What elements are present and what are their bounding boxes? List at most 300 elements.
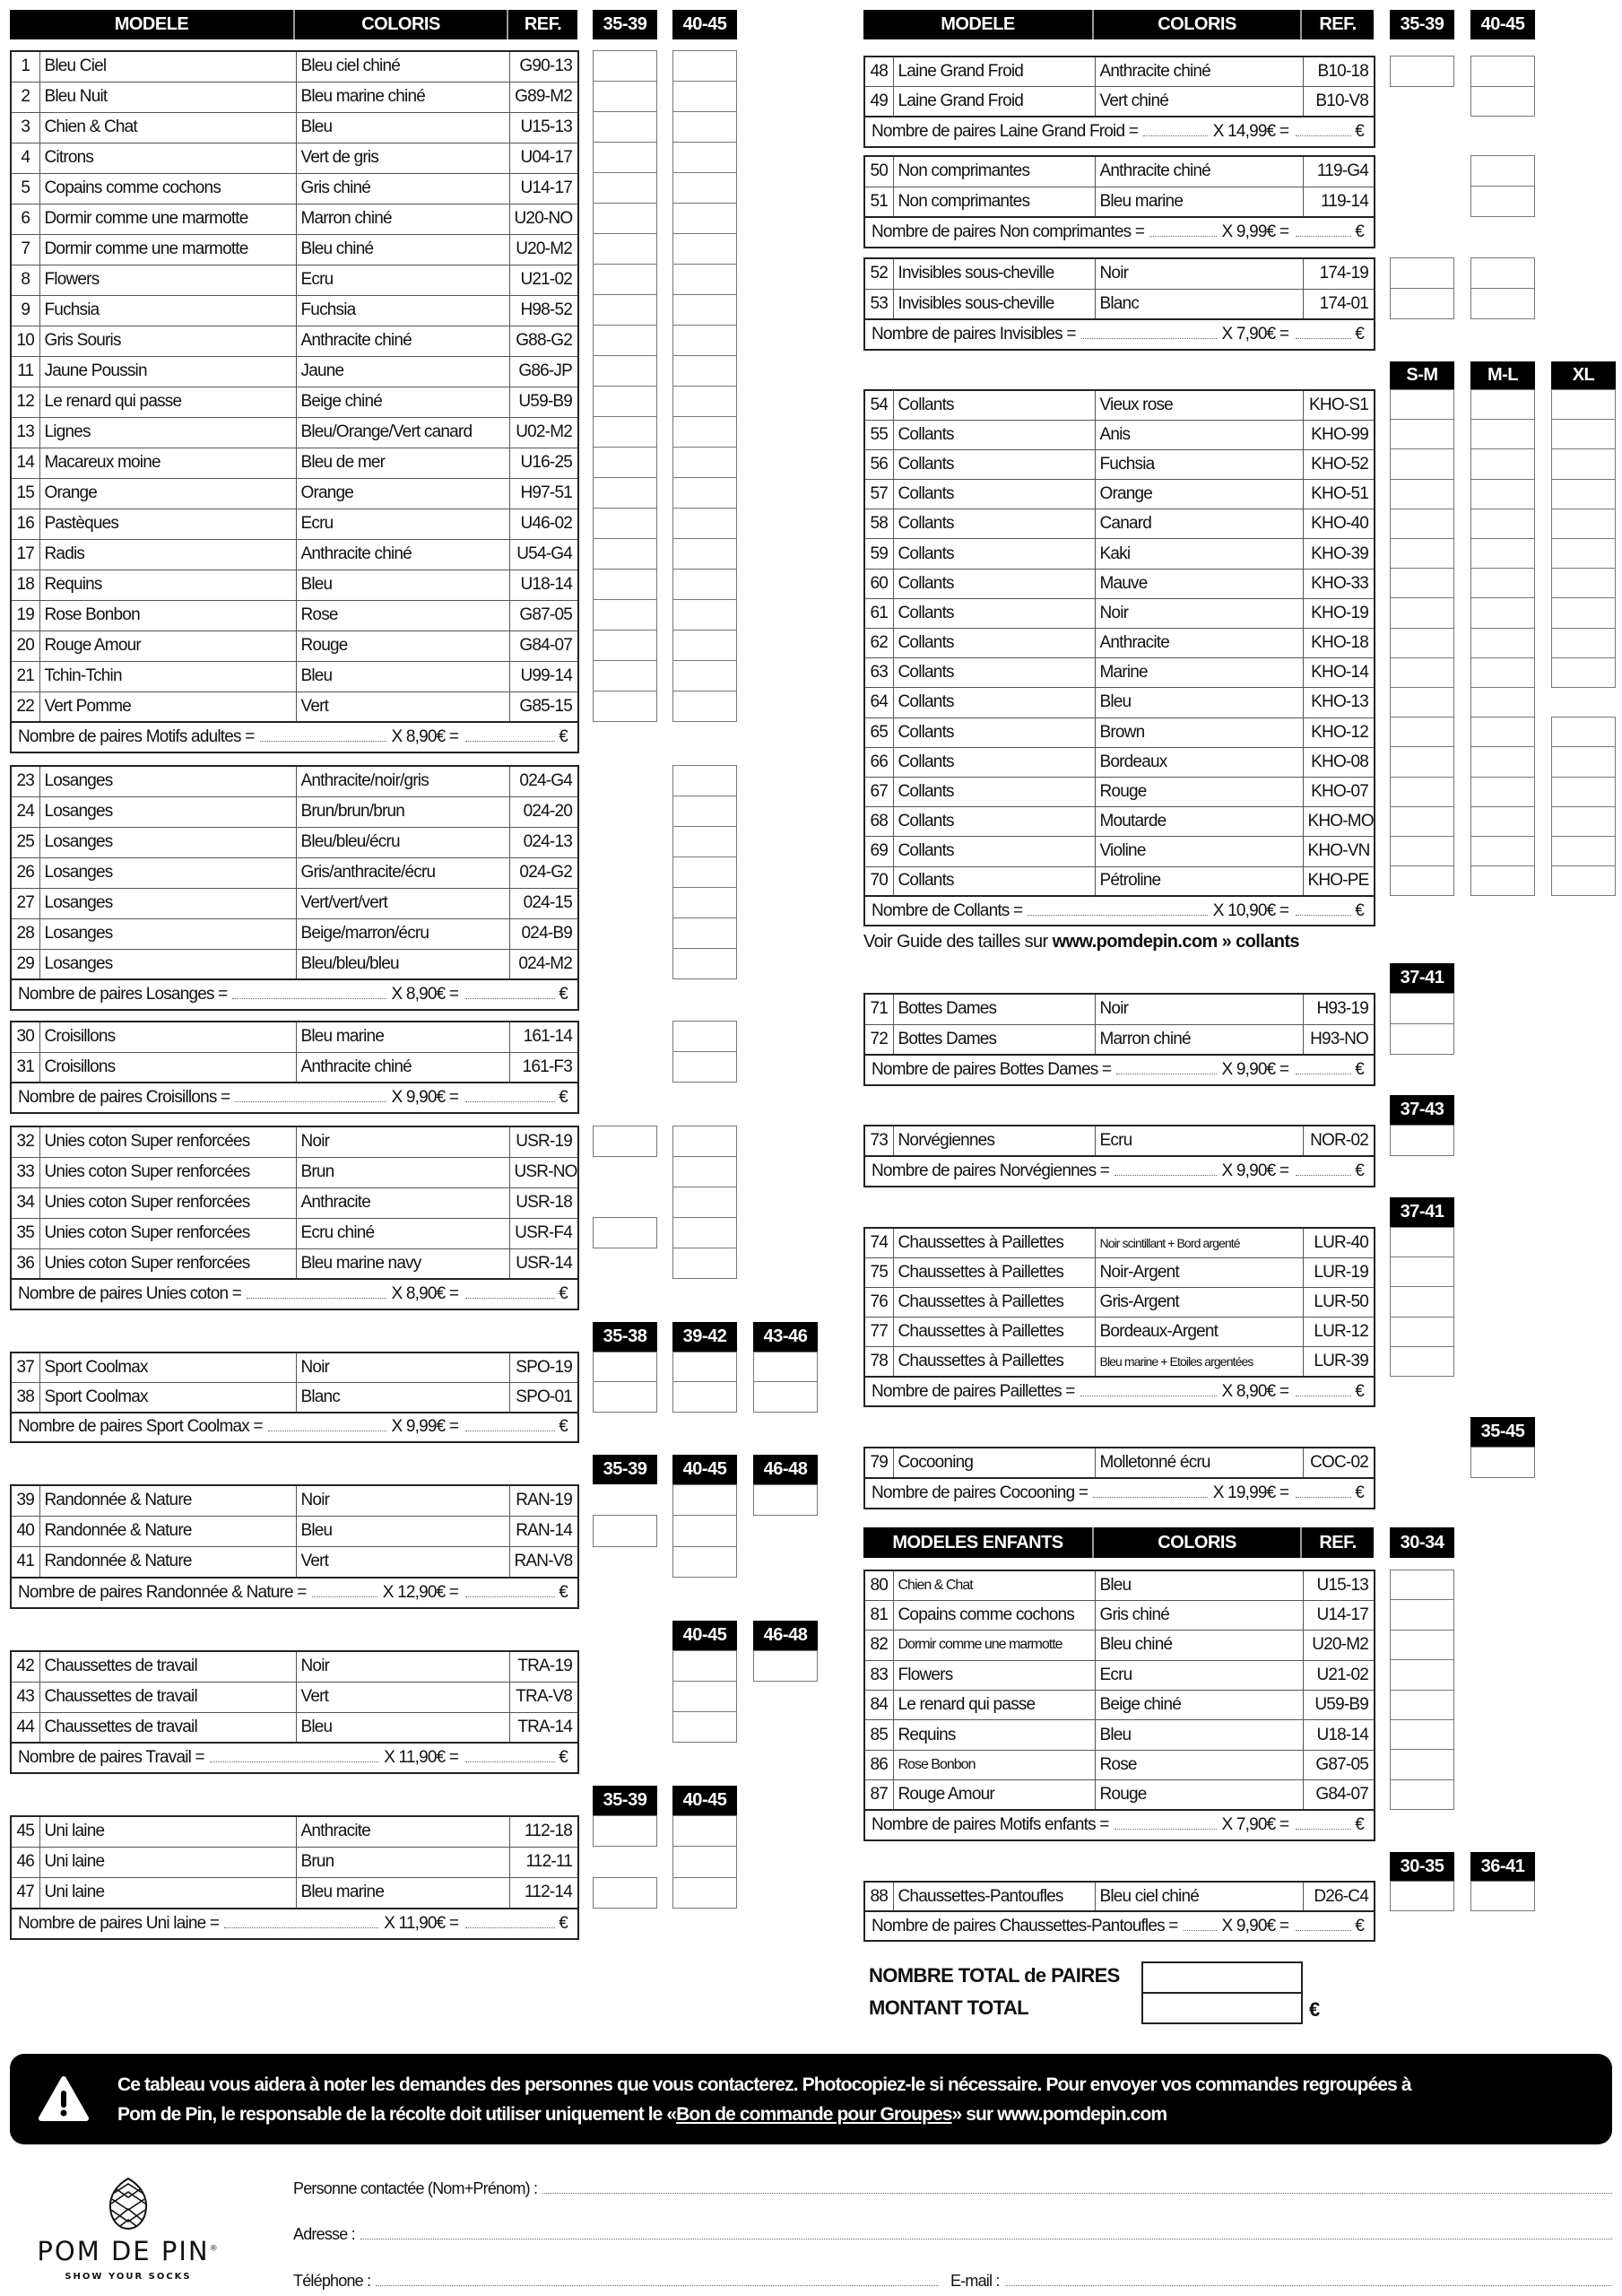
quantity-box[interactable] <box>672 948 737 979</box>
item-color: Noir <box>296 1126 509 1157</box>
table-row <box>864 1024 1375 1055</box>
item-number: 55 <box>864 420 893 449</box>
quantity-box[interactable] <box>672 386 737 417</box>
quantity-box[interactable] <box>1470 597 1535 628</box>
quantity-box[interactable] <box>672 660 737 691</box>
quantity-box[interactable] <box>1470 186 1535 217</box>
summary-price: X 8,90€ = <box>391 1284 459 1303</box>
item-color: Noir <box>296 1485 509 1516</box>
quantity-box[interactable] <box>1390 568 1454 598</box>
quantity-box[interactable] <box>1470 717 1535 747</box>
quantity-box[interactable] <box>1470 746 1535 777</box>
quantity-box[interactable] <box>593 416 657 448</box>
pairs-count-field[interactable] <box>1149 235 1216 237</box>
item-number: 81 <box>864 1600 893 1630</box>
quantity-box[interactable] <box>593 599 657 631</box>
item-model: Laine Grand Froid <box>893 57 1095 87</box>
quantity-box[interactable] <box>593 477 657 509</box>
item-color: Vert de gris <box>296 143 509 173</box>
item-model: Croisillons <box>39 1022 296 1052</box>
pairs-count-field[interactable] <box>312 1596 377 1597</box>
quantity-box[interactable] <box>1390 657 1454 688</box>
quantity-box[interactable] <box>1551 628 1616 658</box>
quantity-box[interactable] <box>593 1877 657 1909</box>
size-header-right-40-45: 40-45 <box>1470 10 1535 39</box>
summary-label: Nombre de paires Norvégiennes = <box>872 1161 1110 1180</box>
quantity-box[interactable] <box>1470 806 1535 837</box>
table-row <box>11 1126 578 1157</box>
contact-person-line[interactable] <box>542 2193 1612 2194</box>
quantity-box[interactable] <box>1390 1570 1454 1600</box>
pairs-count-field[interactable] <box>1093 1496 1208 1498</box>
quantity-box[interactable] <box>593 386 657 417</box>
quantity-box[interactable] <box>1390 806 1454 837</box>
quantity-box[interactable] <box>1390 1779 1454 1810</box>
header-ref: REF. <box>524 14 562 34</box>
item-color: Brown <box>1095 718 1303 747</box>
quantity-box[interactable] <box>1390 597 1454 628</box>
size-header: 43-46 <box>753 1322 818 1352</box>
summary-line <box>872 1060 1369 1080</box>
item-number: 86 <box>864 1750 893 1779</box>
quantity-box[interactable] <box>672 630 737 661</box>
item-number: 27 <box>11 888 39 918</box>
pairs-count-field[interactable] <box>1115 1174 1216 1176</box>
quantity-box[interactable] <box>1390 1690 1454 1720</box>
amount-field[interactable] <box>465 1100 555 1102</box>
item-color: Gris/anthracite/écru <box>296 857 509 888</box>
amount-field[interactable] <box>1296 914 1351 916</box>
quantity-box[interactable] <box>1390 1227 1454 1257</box>
quantity-box[interactable] <box>672 1815 737 1847</box>
quantity-box[interactable] <box>672 1711 737 1743</box>
quantity-box[interactable] <box>672 508 737 539</box>
summary-line <box>872 122 1369 142</box>
quantity-box[interactable] <box>672 1877 737 1909</box>
quantity-box[interactable] <box>1551 509 1616 539</box>
quantity-box[interactable] <box>1390 1317 1454 1347</box>
quantity-box[interactable] <box>593 1815 657 1847</box>
quantity-box[interactable] <box>1551 717 1616 747</box>
item-number: 7 <box>11 234 39 265</box>
size-header: 40-45 <box>672 1786 737 1815</box>
item-number: 34 <box>11 1187 39 1218</box>
quantity-box[interactable] <box>672 233 737 265</box>
quantity-box[interactable] <box>1470 1881 1535 1911</box>
quantity-box[interactable] <box>593 660 657 691</box>
item-ref: U20-M2 <box>1303 1631 1375 1660</box>
quantity-box[interactable] <box>672 1126 737 1157</box>
item-model: Rose Bonbon <box>893 1750 1095 1779</box>
quantity-box[interactable] <box>593 50 657 82</box>
quantity-box[interactable] <box>593 264 657 295</box>
quantity-box[interactable] <box>593 1381 657 1412</box>
item-color: Fuchsia <box>1095 449 1303 479</box>
amount-field[interactable] <box>1296 1073 1351 1074</box>
item-number: 38 <box>11 1382 39 1412</box>
quantity-box[interactable] <box>1390 56 1454 87</box>
quantity-box[interactable] <box>593 111 657 143</box>
item-model: Non comprimantes <box>893 187 1095 217</box>
item-model: Uni laine <box>39 1878 296 1909</box>
quantity-box[interactable] <box>672 447 737 478</box>
phone-line[interactable] <box>376 2285 939 2286</box>
quantity-box[interactable] <box>1551 806 1616 837</box>
quantity-box[interactable] <box>1390 717 1454 747</box>
amount-field[interactable] <box>465 1297 555 1299</box>
item-number: 1 <box>11 51 39 82</box>
summary-line <box>18 1914 573 1934</box>
pairs-count-field[interactable] <box>232 997 386 999</box>
quantity-box[interactable] <box>1551 568 1616 598</box>
quantity-box[interactable] <box>672 1515 737 1546</box>
amount-field[interactable] <box>1296 1929 1351 1931</box>
item-color: Anis <box>1095 420 1303 449</box>
order-form-link[interactable]: Bon de commande pour Groupes <box>676 2103 952 2125</box>
quantity-box[interactable] <box>1470 628 1535 658</box>
quantity-box[interactable] <box>593 233 657 265</box>
quantity-box[interactable] <box>1470 288 1535 319</box>
quantity-box[interactable] <box>672 477 737 509</box>
item-model: Bleu Nuit <box>39 82 296 112</box>
item-color: Bleu marine <box>296 1022 509 1052</box>
item-model: Sport Coolmax <box>39 1352 296 1382</box>
quantity-box[interactable] <box>593 447 657 478</box>
contact-person-field[interactable] <box>293 2173 1612 2198</box>
quantity-box[interactable] <box>1390 288 1454 319</box>
section-summary <box>864 1911 1375 1941</box>
quantity-box[interactable] <box>1390 509 1454 539</box>
quantity-box[interactable] <box>672 1217 737 1248</box>
quantity-box[interactable] <box>1390 777 1454 807</box>
right-column-header <box>863 10 1374 39</box>
section-table-laine-grand-froid <box>863 56 1375 148</box>
quantity-box[interactable] <box>1470 865 1535 896</box>
amount-field[interactable] <box>465 1761 555 1762</box>
quantity-box[interactable] <box>1390 628 1454 658</box>
item-ref: B10-V8 <box>1303 87 1375 117</box>
table-row <box>864 1287 1375 1317</box>
item-model: Randonnée & Nature <box>39 1547 296 1578</box>
quantity-box[interactable] <box>1390 746 1454 777</box>
quantity-box[interactable] <box>1551 479 1616 509</box>
size-header: 36-41 <box>1470 1852 1535 1881</box>
quantity-box[interactable] <box>1470 836 1535 866</box>
table-row <box>11 1682 578 1712</box>
pairs-count-field[interactable] <box>260 740 386 742</box>
quantity-box[interactable] <box>1470 509 1535 539</box>
quantity-box[interactable] <box>672 172 737 204</box>
amount-field[interactable] <box>1296 1395 1351 1396</box>
quantity-box[interactable] <box>593 355 657 387</box>
quantity-box[interactable] <box>672 857 737 888</box>
quantity-box[interactable] <box>1390 479 1454 509</box>
quantity-box[interactable] <box>1390 1630 1454 1660</box>
table-row <box>864 777 1375 806</box>
quantity-box[interactable] <box>1470 687 1535 718</box>
quantity-box[interactable] <box>1390 1257 1454 1287</box>
item-model: Flowers <box>893 1660 1095 1690</box>
summary-currency: € <box>559 727 568 746</box>
quantity-box[interactable] <box>1470 1447 1535 1478</box>
quantity-box[interactable] <box>753 1484 818 1516</box>
item-color: Anthracite chiné <box>296 539 509 570</box>
item-color: Blanc <box>1095 289 1303 319</box>
quantity-box[interactable] <box>1470 419 1535 449</box>
phone-field[interactable] <box>293 2266 939 2291</box>
item-ref: G85-15 <box>509 691 578 722</box>
quantity-box[interactable] <box>672 599 737 631</box>
item-model: Invisibles sous-cheville <box>893 289 1095 319</box>
amount-field[interactable] <box>465 1926 555 1928</box>
quantity-box[interactable] <box>1390 1719 1454 1750</box>
pairs-count-field[interactable] <box>268 1430 386 1431</box>
item-color: Bleu/bleu/bleu <box>296 949 509 979</box>
item-ref: 024-M2 <box>509 949 578 979</box>
section-summary <box>11 1578 578 1608</box>
item-ref: U02-M2 <box>509 417 578 448</box>
quantity-box[interactable] <box>672 1484 737 1516</box>
section-summary-row <box>864 1911 1375 1941</box>
quantity-box[interactable] <box>1390 1881 1454 1911</box>
quantity-box[interactable] <box>1470 257 1535 289</box>
quantity-box[interactable] <box>672 826 737 857</box>
quantity-box[interactable] <box>672 1352 737 1382</box>
item-ref: U18-14 <box>509 570 578 600</box>
item-ref: 119-G4 <box>1303 156 1375 187</box>
pairs-count-field[interactable] <box>247 1297 386 1299</box>
quantity-box[interactable] <box>593 142 657 173</box>
size-guide-link[interactable]: www.pomdepin.com » collants <box>1052 932 1299 952</box>
quantity-box[interactable] <box>672 294 737 326</box>
quantity-box[interactable] <box>672 355 737 387</box>
quantity-box[interactable] <box>672 1021 737 1052</box>
quantity-box[interactable] <box>1470 389 1535 420</box>
quantity-box[interactable] <box>1551 448 1616 479</box>
quantity-box[interactable] <box>593 203 657 234</box>
quantity-box[interactable] <box>672 765 737 796</box>
pairs-count-field[interactable] <box>1115 1828 1217 1830</box>
total-pairs-input[interactable] <box>1141 1961 1303 1994</box>
table-row <box>11 173 578 204</box>
section-summary <box>864 1377 1375 1406</box>
pairs-count-field[interactable] <box>1143 135 1208 136</box>
table-row <box>11 356 578 387</box>
quantity-box[interactable] <box>593 1515 657 1546</box>
quantity-box[interactable] <box>1551 597 1616 628</box>
item-ref: 112-18 <box>509 1816 578 1847</box>
quantity-box[interactable] <box>1470 777 1535 807</box>
quantity-box[interactable] <box>672 111 737 143</box>
pairs-count-field[interactable] <box>1116 1073 1216 1074</box>
item-model: Gris Souris <box>39 326 296 356</box>
amount-field[interactable] <box>465 740 555 742</box>
amount-field[interactable] <box>1296 337 1351 339</box>
quantity-box[interactable] <box>1470 56 1535 87</box>
pairs-count-field[interactable] <box>1080 1395 1217 1396</box>
quantity-box[interactable] <box>1390 1286 1454 1317</box>
amount-field[interactable] <box>1296 1828 1351 1830</box>
quantity-box[interactable] <box>1390 1125 1454 1156</box>
pairs-count-field[interactable] <box>210 1761 378 1762</box>
quantity-box[interactable] <box>672 569 737 600</box>
table-row <box>11 387 578 417</box>
section-table-croisillons <box>10 1021 579 1114</box>
quantity-box[interactable] <box>1390 389 1454 420</box>
amount-field[interactable] <box>1296 1174 1351 1176</box>
quantity-box[interactable] <box>1390 419 1454 449</box>
quantity-box[interactable] <box>1390 687 1454 718</box>
amount-field[interactable] <box>1296 235 1351 237</box>
total-amount-input[interactable] <box>1141 1992 1303 2024</box>
item-color: Orange <box>1095 480 1303 509</box>
item-number: 54 <box>864 390 893 420</box>
quantity-box[interactable] <box>1390 257 1454 289</box>
quantity-box[interactable] <box>1470 479 1535 509</box>
quantity-box[interactable] <box>753 1650 818 1682</box>
item-number: 58 <box>864 509 893 539</box>
quantity-box[interactable] <box>672 1187 737 1218</box>
quantity-box[interactable] <box>1390 993 1454 1024</box>
address-field[interactable] <box>293 2219 1612 2244</box>
quantity-box[interactable] <box>1390 1346 1454 1377</box>
amount-field[interactable] <box>1296 1496 1351 1498</box>
quantity-box[interactable] <box>672 1051 737 1083</box>
quantity-box[interactable] <box>672 796 737 827</box>
summary-price: X 14,99€ = <box>1212 121 1289 141</box>
quantity-box[interactable] <box>593 1126 657 1157</box>
summary-currency: € <box>1355 1916 1364 1935</box>
quantity-box[interactable] <box>672 142 737 173</box>
quantity-box[interactable] <box>593 294 657 326</box>
quantity-box[interactable] <box>672 1156 737 1187</box>
item-ref: 024-G4 <box>509 766 578 796</box>
quantity-box[interactable] <box>593 1217 657 1248</box>
amount-field[interactable] <box>465 997 555 999</box>
pairs-count-field[interactable] <box>235 1100 386 1102</box>
quantity-box[interactable] <box>1390 538 1454 569</box>
quantity-box[interactable] <box>672 81 737 112</box>
quantity-box[interactable] <box>672 264 737 295</box>
quantity-box[interactable] <box>1470 657 1535 688</box>
size-header: 30-35 <box>1390 1852 1454 1881</box>
quantity-box[interactable] <box>672 691 737 722</box>
quantity-box[interactable] <box>1551 657 1616 688</box>
summary-line <box>18 1583 573 1603</box>
email-field[interactable] <box>950 2266 1612 2291</box>
summary-line <box>872 1917 1369 1936</box>
quantity-box[interactable] <box>593 630 657 661</box>
summary-price: X 11,90€ = <box>384 1914 459 1934</box>
quantity-box[interactable] <box>1390 865 1454 896</box>
quantity-box[interactable] <box>1390 1023 1454 1055</box>
quantity-box[interactable] <box>1390 1659 1454 1690</box>
pairs-count-field[interactable] <box>1081 337 1217 339</box>
size-header: 35-39 <box>593 1455 657 1484</box>
quantity-box[interactable] <box>672 887 737 918</box>
quantity-box[interactable] <box>1470 538 1535 569</box>
quantity-box[interactable] <box>593 172 657 204</box>
quantity-box[interactable] <box>672 538 737 570</box>
summary-price: X 9,90€ = <box>1221 1161 1289 1180</box>
quantity-box[interactable] <box>1470 86 1535 117</box>
summary-line <box>872 325 1369 344</box>
quantity-box[interactable] <box>1390 448 1454 479</box>
quantity-box[interactable] <box>672 325 737 356</box>
quantity-box[interactable] <box>1551 538 1616 569</box>
quantity-box[interactable] <box>1470 448 1535 479</box>
quantity-box[interactable] <box>672 203 737 234</box>
item-ref: LUR-50 <box>1303 1287 1375 1317</box>
item-color: Bordeaux-Argent <box>1095 1318 1303 1347</box>
quantity-box[interactable] <box>1551 746 1616 777</box>
quantity-box[interactable] <box>1390 836 1454 866</box>
quantity-box[interactable] <box>672 1846 737 1877</box>
quantity-box[interactable] <box>753 1352 818 1382</box>
quantity-box[interactable] <box>672 1650 737 1682</box>
section-summary-row <box>11 1909 578 1939</box>
item-model: Chaussettes-Pantoufles <box>893 1882 1095 1911</box>
item-color: Bleu de mer <box>296 448 509 478</box>
quantity-box[interactable] <box>1551 389 1616 420</box>
quantity-box[interactable] <box>1390 1599 1454 1630</box>
quantity-box[interactable] <box>1551 419 1616 449</box>
pairs-count-field[interactable] <box>1028 914 1207 916</box>
email-line[interactable] <box>1005 2285 1612 2286</box>
amount-field[interactable] <box>465 1596 555 1597</box>
quantity-box[interactable] <box>1551 865 1616 896</box>
quantity-box[interactable] <box>672 1681 737 1712</box>
quantity-box[interactable] <box>672 1546 737 1578</box>
item-model: Collants <box>893 420 1095 449</box>
quantity-box[interactable] <box>593 325 657 356</box>
table-row <box>11 234 578 265</box>
quantity-box[interactable] <box>593 1352 657 1382</box>
quantity-box[interactable] <box>672 50 737 82</box>
quantity-box[interactable] <box>1551 836 1616 866</box>
item-number: 84 <box>864 1691 893 1720</box>
quantity-box[interactable] <box>593 508 657 539</box>
item-model: Losanges <box>39 766 296 796</box>
quantity-box[interactable] <box>672 1248 737 1279</box>
table-row <box>864 629 1375 658</box>
quantity-box[interactable] <box>672 918 737 949</box>
summary-price: X 9,90€ = <box>1221 1916 1289 1935</box>
quantity-box[interactable] <box>1390 1749 1454 1779</box>
quantity-box[interactable] <box>672 416 737 448</box>
pairs-count-field[interactable] <box>1184 1929 1217 1931</box>
quantity-box[interactable] <box>1470 568 1535 598</box>
summary-label: Nombre de paires Losanges = <box>18 985 228 1004</box>
item-model: Losanges <box>39 918 296 949</box>
quantity-box[interactable] <box>593 569 657 600</box>
quantity-box[interactable] <box>593 81 657 112</box>
quantity-box[interactable] <box>672 1381 737 1412</box>
quantity-box[interactable] <box>1551 777 1616 807</box>
item-number: 87 <box>864 1780 893 1810</box>
quantity-box[interactable] <box>593 691 657 722</box>
amount-field[interactable] <box>465 1430 555 1431</box>
amount-field[interactable] <box>1296 135 1351 136</box>
quantity-box[interactable] <box>593 538 657 570</box>
item-color: Beige chiné <box>1095 1691 1303 1720</box>
pairs-count-field[interactable] <box>224 1926 378 1928</box>
size-header: 35-45 <box>1470 1417 1535 1447</box>
quantity-box[interactable] <box>1470 155 1535 187</box>
item-number: 73 <box>864 1126 893 1156</box>
quantity-box[interactable] <box>753 1381 818 1412</box>
size-guide-note <box>863 932 1366 957</box>
